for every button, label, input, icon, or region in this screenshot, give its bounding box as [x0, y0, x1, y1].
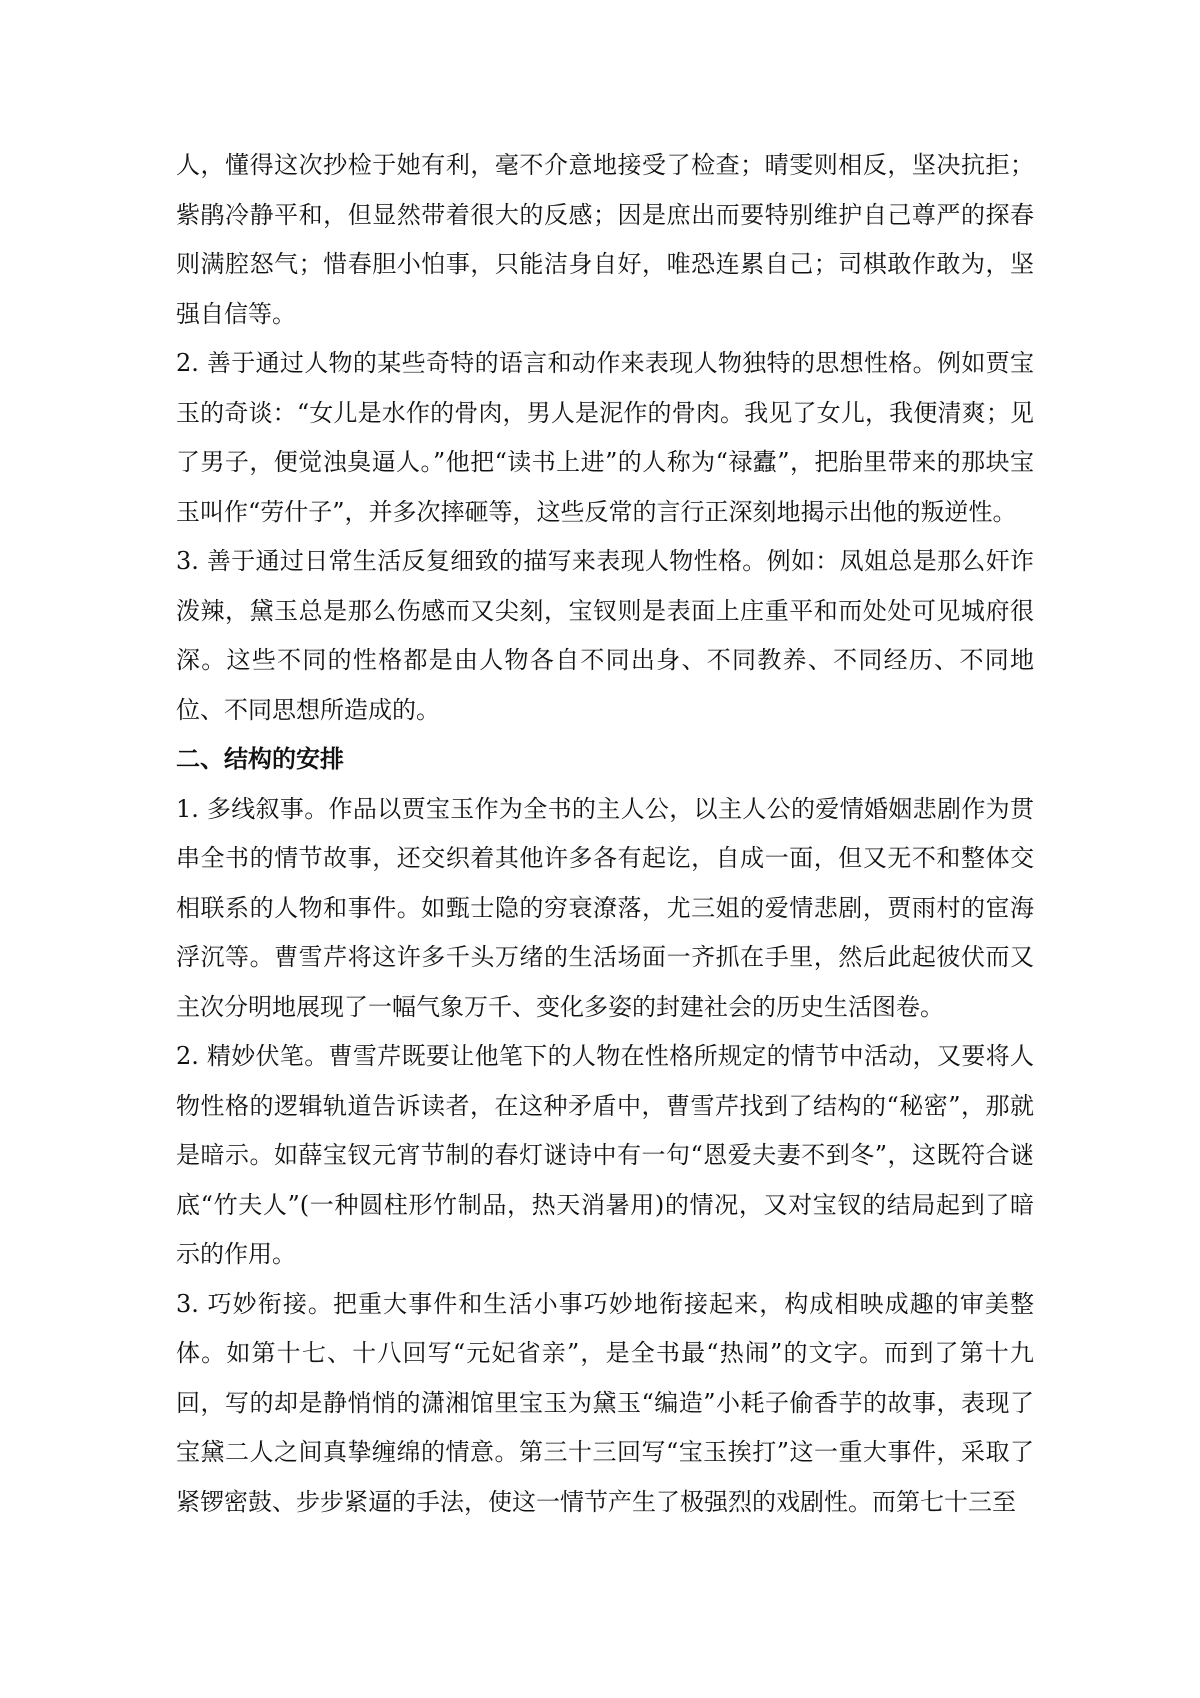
- section-heading-structure: 二、结构的安排: [176, 745, 344, 773]
- paragraph-structure-3-transitions: 3. 巧妙衔接。把重大事件和生活小事巧妙地衔接起来，构成相映成趣的审美整体。如第十七、十八回写“元妃省亲”，是全书最“热闹”的文字。而到了第十九回，写的却是静悄悄的潇湘馆里宝玉为黛玉“编造”小耗子偷香芋的故事，表现了宝黛二人之间真挚缠绵的情意。第三十三回写“宝玉挨打”这一重大事件，采取了紧锣密鼓、步步紧逼的手法，使这一情节产生了极强烈的戏剧性。而第七十三至: [176, 1289, 1034, 1516]
- paragraph-point-2-language-actions: 2. 善于通过人物的某些奇特的语言和动作来表现人物独特的思想性格。例如贾宝玉的奇谈：“女儿是水作的骨肉，男人是泥作的骨肉。我见了女儿，我便清爽；见了男子，便觉浊臭逼人。”他把“读书上进”的人称为“禄蠹”，把胎里带来的那块宝玉叫作“劳什子”，并多次摔砸等，这些反常的言行正深刻地揭示出他的叛逆性。: [176, 349, 1034, 526]
- document-page: [176, 141, 1034, 1527]
- paragraph-structure-1-multiline: 1. 多线叙事。作品以贾宝玉作为全书的主人公，以主人公的爱情婚姻悲剧作为贯串全书的情节故事，还交织着其他许多各有起讫，自成一面，但又无不和整体交相联系的人物和事件。如甄士隐的穷衰潦落，尤三姐的爱情悲剧，贾雨村的宦海浮沉等。曹雪芹将这许多千头万绪的生活场面一齐抓在手里，然后此起彼伏而又主次分明地展现了一幅气象万千、变化多姿的封建社会的历史生活图卷。: [176, 794, 1034, 1021]
- paragraph-character-reactions: 人，懂得这次抄检于她有利，毫不介意地接受了检查；晴雯则相反，坚决抗拒；紫鹃冷静平和，但显然带着很大的反感；因是庶出而要特别维护自己尊严的探春则满腔怒气；惜春胆小怕事，只能洁身自好，唯恐连累自己；司棋敢作敢为，坚强自信等。: [176, 151, 1034, 328]
- paragraph-point-3-daily-life: 3. 善于通过日常生活反复细致的描写来表现人物性格。例如：凤姐总是那么奸诈泼辣，黛玉总是那么伤感而又尖刻，宝钗则是表面上庄重平和而处处可见城府很深。这些不同的性格都是由人物各自不同出身、不同教养、不同经历、不同地位、不同思想所造成的。: [176, 547, 1034, 724]
- paragraph-structure-2-foreshadowing: 2. 精妙伏笔。曹雪芹既要让他笔下的人物在性格所规定的情节中活动，又要将人物性格的逻辑轨道告诉读者，在这种矛盾中，曹雪芹找到了结构的“秘密”，那就是暗示。如薛宝钗元宵节制的春灯谜诗中有一句“恩爱夫妻不到冬”，这既符合谜底“竹夫人”(一种圆柱形竹制品，热天消暑用)的情况，又对宝钗的结局起到了暗示的作用。: [176, 1042, 1034, 1268]
